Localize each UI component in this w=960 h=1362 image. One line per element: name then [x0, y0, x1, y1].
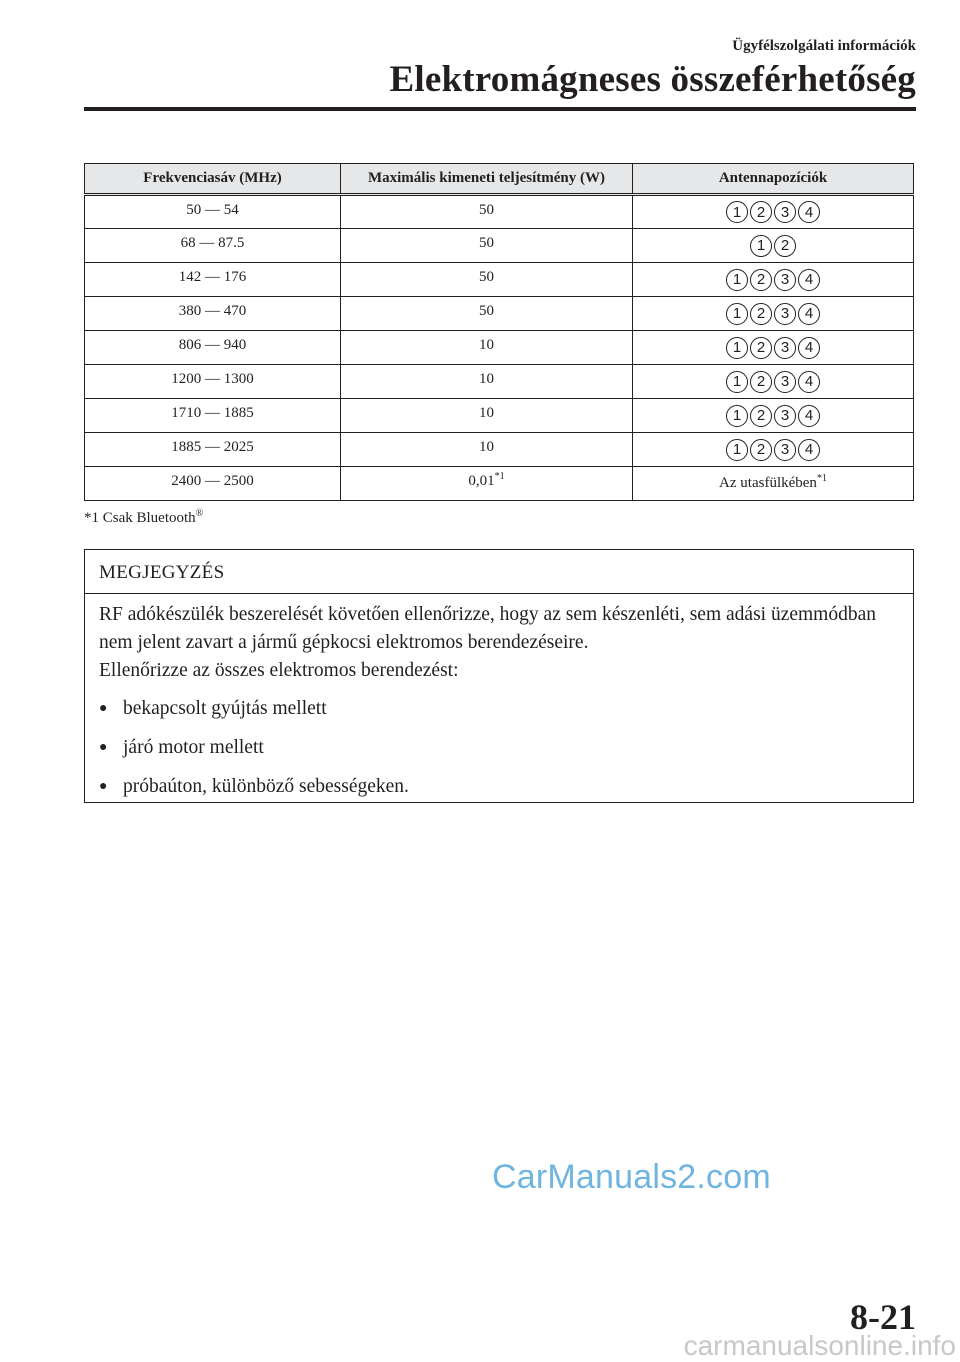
registered-mark: ®: [195, 508, 204, 519]
bullet-icon: ●: [99, 779, 108, 794]
table-row: [85, 365, 914, 399]
table-body: [85, 195, 914, 501]
cell-power: 10: [341, 433, 633, 467]
bullet-icon: ●: [99, 701, 108, 716]
antenna-position-icon: 1: [726, 371, 748, 393]
antenna-position-icon: 3: [774, 371, 796, 393]
note-box: [84, 549, 914, 803]
cell-band: 1885 — 2025: [85, 433, 341, 467]
antenna-position-icon: 1: [726, 337, 748, 359]
header-divider: [84, 107, 916, 111]
frequency-table: [84, 163, 914, 501]
cell-power: 10: [341, 331, 633, 365]
footnote: [84, 510, 203, 527]
antenna-position-icon: 4: [798, 439, 820, 461]
cell-power: 50: [341, 195, 633, 229]
antenna-position-icon: 3: [774, 201, 796, 223]
antenna-position-icon: 2: [750, 439, 772, 461]
antenna-position-icon: 3: [774, 303, 796, 325]
cell-band: 68 — 87.5: [85, 229, 341, 263]
antenna-position-icon: 3: [774, 439, 796, 461]
note-paragraph: RF adókészülék beszerelését követően ellenőrizze, hogy az sem készenléti, sem adási üzemmódban nem jelent zavart a jármű gépkocsi elektromos berendezéseire.: [99, 604, 877, 653]
bullet-icon: ●: [99, 740, 108, 755]
cell-band: 50 — 54: [85, 195, 341, 229]
antenna-position-icon: 2: [750, 371, 772, 393]
antenna-position-icon: 2: [750, 405, 772, 427]
table-row: [85, 433, 914, 467]
antenna-position-icon: 2: [750, 303, 772, 325]
antenna-position-icon: 4: [798, 405, 820, 427]
cell-power: 50: [341, 297, 633, 331]
antenna-position-group: [726, 439, 820, 461]
column-header-positions: Antennapozíciók: [633, 164, 914, 195]
antenna-position-icon: 2: [750, 201, 772, 223]
antenna-position-group: [726, 303, 820, 325]
antenna-position-group: [726, 337, 820, 359]
position-text: Az utasfülkében: [719, 475, 817, 491]
cell-power: 50: [341, 263, 633, 297]
table-row: [85, 229, 914, 263]
antenna-position-group: [726, 405, 820, 427]
antenna-position-icon: 4: [798, 269, 820, 291]
cell-power: 10: [341, 365, 633, 399]
antenna-position-icon: 4: [798, 303, 820, 325]
antenna-position-icon: 1: [726, 201, 748, 223]
watermark-logo: CarManuals2.com: [492, 1158, 771, 1196]
table-row-last: [85, 467, 914, 501]
antenna-position-icon: 4: [798, 201, 820, 223]
antenna-position-icon: 4: [798, 371, 820, 393]
footnote-ref: *1: [816, 473, 827, 484]
antenna-position-group: [726, 371, 820, 393]
note-heading: MEGJEGYZÉS: [85, 550, 913, 594]
list-item-text: próbaúton, különböző sebességeken.: [123, 776, 409, 797]
antenna-position-icon: 1: [726, 269, 748, 291]
table-header-row: [85, 164, 914, 195]
list-item: [99, 734, 899, 773]
antenna-position-icon: 2: [750, 269, 772, 291]
column-header-power: Maximális kimeneti teljesítmény (W): [341, 164, 633, 195]
list-item-text: járó motor mellett: [123, 737, 264, 758]
cell-power: 10: [341, 399, 633, 433]
cell-band: 806 — 940: [85, 331, 341, 365]
note-bullet-list: [99, 695, 899, 812]
cell-band: 2400 — 2500: [85, 467, 341, 501]
column-header-band: Frekvenciasáv (MHz): [85, 164, 341, 195]
cell-band: 1710 — 1885: [85, 399, 341, 433]
antenna-position-group: [726, 269, 820, 291]
page-number: 8-21: [850, 1297, 916, 1337]
table-row: [85, 195, 914, 229]
antenna-position-icon: 1: [726, 405, 748, 427]
antenna-position-icon: 1: [750, 235, 772, 257]
cell-power: [341, 467, 633, 501]
note-body: [85, 594, 913, 812]
antenna-position-icon: 2: [750, 337, 772, 359]
cell-positions: [633, 467, 914, 501]
table-row: [85, 399, 914, 433]
antenna-position-group: [726, 201, 820, 223]
footnote-text: *1 Csak Bluetooth: [84, 510, 196, 526]
antenna-position-group: [750, 235, 796, 257]
cell-positions: [633, 195, 914, 229]
cell-positions: [633, 297, 914, 331]
antenna-position-icon: 3: [774, 269, 796, 291]
list-item: [99, 695, 899, 734]
footnote-ref: *1: [494, 471, 505, 482]
page-title: Elektromágneses összeférhetőség: [389, 59, 916, 100]
section-label: Ügyfélszolgálati információk: [732, 38, 916, 54]
cell-band: 380 — 470: [85, 297, 341, 331]
antenna-position-icon: 3: [774, 337, 796, 359]
antenna-position-icon: 3: [774, 405, 796, 427]
cell-band: 142 — 176: [85, 263, 341, 297]
note-intro: Ellenőrizze az összes elektromos berendezést:: [99, 660, 459, 681]
cell-band: 1200 — 1300: [85, 365, 341, 399]
cell-positions: [633, 331, 914, 365]
cell-positions: [633, 433, 914, 467]
site-footer: carmanualsonline.info: [683, 1330, 956, 1361]
cell-positions: [633, 229, 914, 263]
table-row: [85, 331, 914, 365]
list-item: [99, 773, 899, 812]
antenna-position-icon: 1: [726, 303, 748, 325]
antenna-position-icon: 2: [774, 235, 796, 257]
cell-power: 50: [341, 229, 633, 263]
cell-positions: [633, 399, 914, 433]
list-item-text: bekapcsolt gyújtás mellett: [123, 698, 327, 719]
antenna-position-icon: 4: [798, 337, 820, 359]
antenna-position-icon: 1: [726, 439, 748, 461]
cell-positions: [633, 365, 914, 399]
table-row: [85, 297, 914, 331]
cell-positions: [633, 263, 914, 297]
power-value: 0,01: [468, 473, 495, 489]
table-row: [85, 263, 914, 297]
